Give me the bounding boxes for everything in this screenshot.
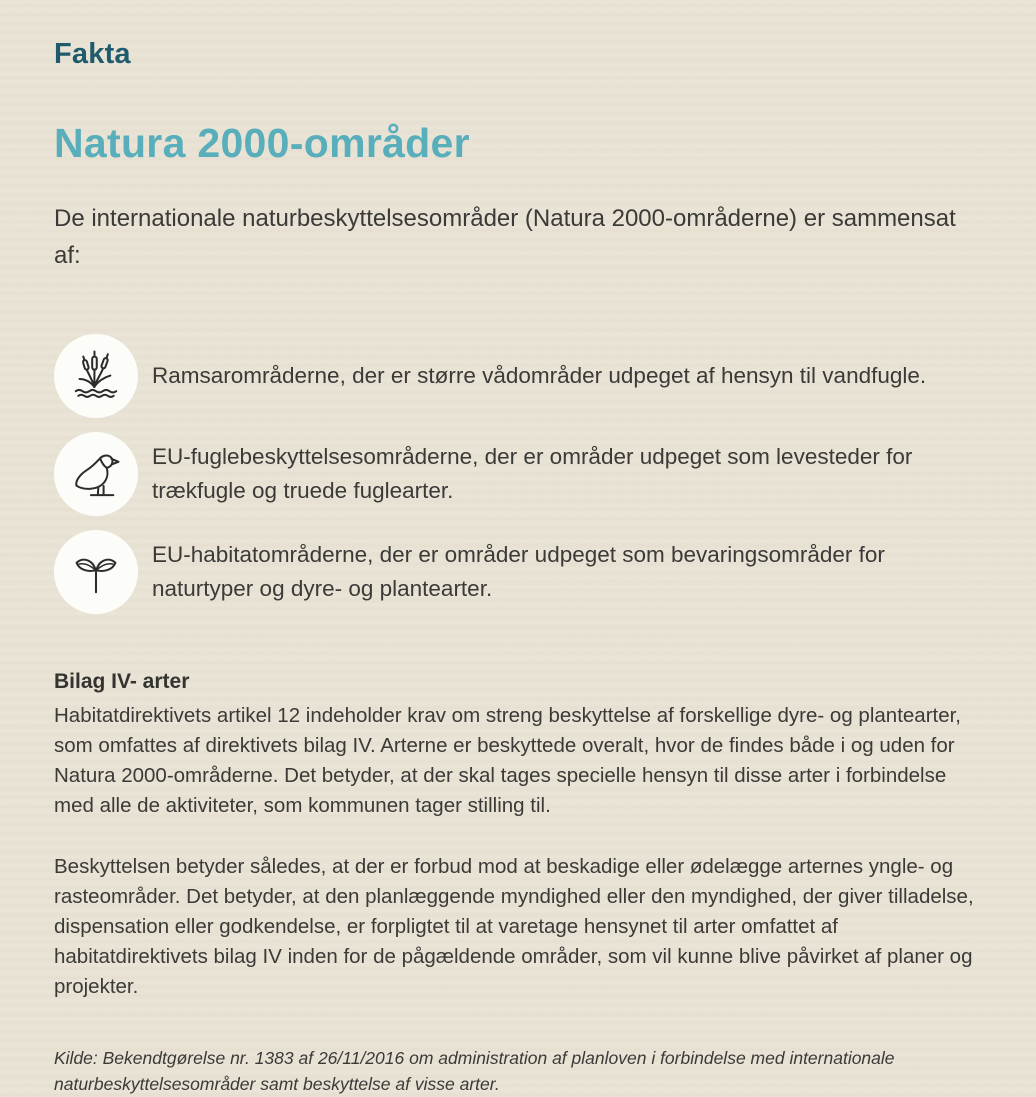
- source-citation: Kilde: Bekendtgørelse nr. 1383 af 26/11/2016 om administration af planloven i forbindelse med internationale naturbeskyttelsesområder samt beskyttelse af visse arter.: [54, 1045, 914, 1097]
- item-text: EU-habitatområderne, der er områder udpeget som bevaringsområder for naturtyper og dyre- og plantearter.: [152, 538, 982, 606]
- bilag-iv-heading: Bilag IV- arter: [54, 670, 988, 694]
- definition-list: [54, 334, 988, 614]
- list-item-ramsar: [54, 334, 988, 418]
- list-item-habitat: [54, 530, 988, 614]
- page-title: Natura 2000-områder: [54, 120, 988, 167]
- bilag-iv-paragraph-1: Habitatdirektivets artikel 12 indeholder krav om streng beskyttelse af forskellige dyre- og plantearter, som omfattes af direktivets bilag IV. Arterne er beskyttede overalt, hvor de findes både i og uden for Natura 2000-områderne. Det betyder, at der skal tages specielle hensyn til disse arter i forbindelse med alle de aktiviteter, som kommunen tager stilling til.: [54, 701, 988, 821]
- fakta-label: Fakta: [54, 38, 988, 71]
- list-item-birds: [54, 432, 988, 516]
- bilag-iv-paragraph-2: Beskyttelsen betyder således, at der er forbud mod at beskadige eller ødelægge arternes yngle- og rasteområder. Det betyder, at den planlæggende myndighed eller den myndighed, der giver tilladelse, dispensation eller godkendelse, er forpligtet til at varetage hensynet til arter omfattet af habitatdirektivets bilag IV inden for de pågældende områder, som vil kunne blive påvirket af planer og projekter.: [54, 852, 988, 1002]
- sprout-icon: [54, 530, 138, 614]
- bird-icon: [54, 432, 138, 516]
- item-text: EU-fuglebeskyttelsesområderne, der er områder udpeget som levesteder for trækfugle og truede fuglearter.: [152, 440, 982, 508]
- item-text: Ramsarområderne, der er større vådområder udpeget af hensyn til vandfugle.: [152, 359, 926, 393]
- reeds-icon: [54, 334, 138, 418]
- intro-text: De internationale naturbeskyttelsesområder (Natura 2000-områderne) er sammensat af:: [54, 200, 988, 274]
